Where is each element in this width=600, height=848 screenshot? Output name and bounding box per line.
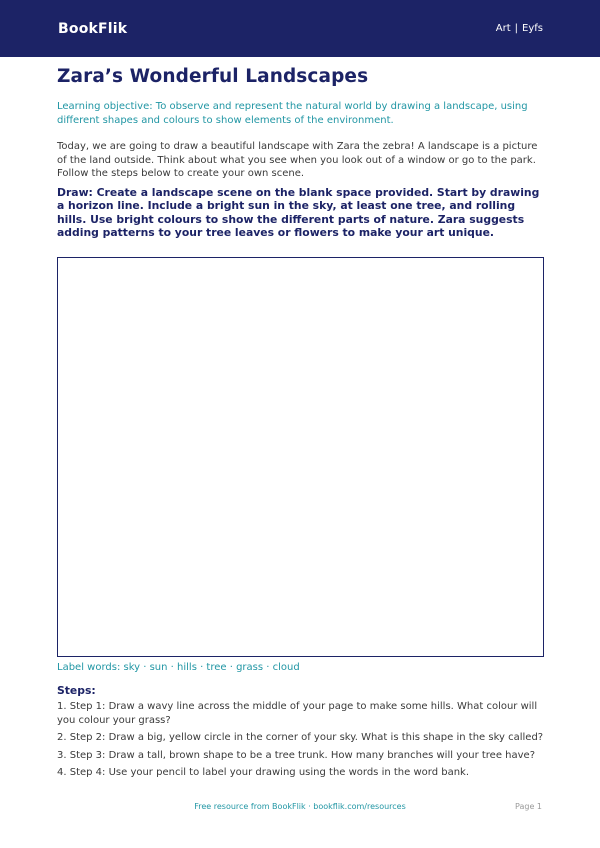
steps-list <box>57 700 547 784</box>
footer-resource-link[interactable]: Free resource from BookFlik · bookflik.com/resources <box>194 802 406 811</box>
step-item-3: 3. Step 3: Draw a tall, brown shape to be a tree trunk. How many branches will your tree have? <box>57 749 536 761</box>
brand-logo[interactable]: BookFlik <box>58 20 128 37</box>
drawing-area[interactable] <box>57 257 544 657</box>
learning-objective: Learning objective: To observe and represent the natural world by drawing a landscape, using different shapes and colours to show elements of the environment. <box>57 101 528 126</box>
steps-heading: Steps: <box>57 684 96 697</box>
breadcrumb-separator: | <box>514 23 519 34</box>
draw-instruction: Draw: Create a landscape scene on the blank space provided. Start by drawing a horizon line. Include a bright sun in the sky, at least one tree, and rolling hills. Use bright colours to show the different parts of nature. Zara suggests adding patterns to your tree leaves or flowers to make your art unique. <box>57 186 540 240</box>
step-item-4: 4. Step 4: Use your pencil to label your drawing using the words in the word bank. <box>57 767 470 778</box>
page-title: Zara’s Wonderful Landscapes <box>57 66 369 87</box>
step-item-2: 2. Step 2: Draw a big, yellow circle in the corner of your sky. What is this shape in the sky called? <box>57 732 544 743</box>
page-header <box>0 0 600 57</box>
breadcrumb-level[interactable]: Eyfs <box>522 23 543 34</box>
breadcrumb <box>496 23 543 34</box>
label-word-bank: Label words: sky · sun · hills · tree · grass · cloud <box>57 662 300 673</box>
intro-paragraph: Today, we are going to draw a beautiful landscape with Zara the zebra! A landscape is a picture of the land outside. Think about what you see when you look out of a window or go to the park. Follow the steps below to create your own scene. <box>57 141 538 179</box>
breadcrumb-subject[interactable]: Art <box>495 23 511 34</box>
step-item-1: 1. Step 1: Draw a wavy line across the middle of your page to make some hills. What colour will you colour your grass? <box>57 701 538 726</box>
page-number: Page 1 <box>515 802 542 811</box>
